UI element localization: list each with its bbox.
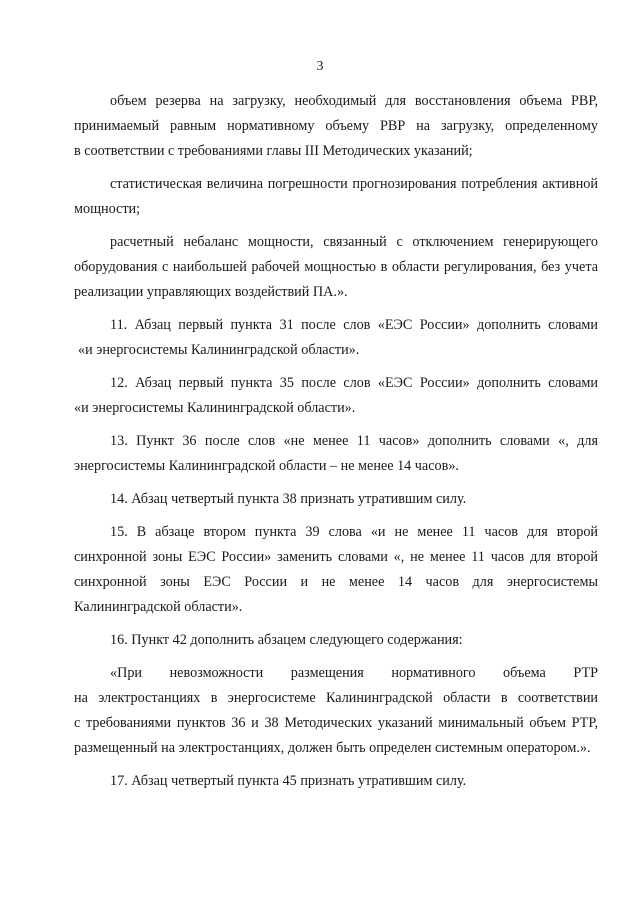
paragraph: [74, 769, 598, 794]
text-line: объем резерва на загрузку, необходимый для восстановления объема РВР,: [110, 93, 598, 109]
text-line: мощности;: [74, 201, 141, 217]
text-line: 11. Абзац первый пункта 31 после слов «ЕЭС России» дополнить словами: [110, 317, 598, 333]
paragraph: [74, 172, 598, 222]
paragraph: [74, 89, 598, 164]
page-number: 3: [316, 59, 324, 74]
paragraph: [74, 230, 598, 305]
text-line: 12. Абзац первый пункта 35 после слов «ЕЭС России» дополнить словами: [110, 375, 598, 391]
text-line: Калининградской области».: [74, 599, 243, 615]
text-line: оборудования с наибольшей рабочей мощностью в области регулирования, без учета: [74, 259, 598, 275]
document-body: [74, 89, 598, 794]
text-line: принимаемый равным нормативному объему РВР на загрузку, определенному: [74, 118, 598, 134]
text-line: синхронной зоны ЕЭС России и не менее 14 часов для энергосистемы: [74, 574, 598, 590]
text-line: размещенный на электростанциях, должен быть определен системным оператором.».: [74, 740, 591, 756]
text-line: на электростанциях в энергосистеме Калининградской области в соответствии: [74, 690, 598, 706]
text-line: расчетный небаланс мощности, связанный с отключением генерирующего: [110, 234, 598, 250]
text-line: синхронной зоны ЕЭС России» заменить словами «, не менее 11 часов для второй: [74, 549, 598, 565]
text-line: в соответствии с требованиями главы III Методических указаний;: [74, 143, 473, 159]
paragraph: [74, 313, 598, 363]
text-line: статистическая величина погрешности прогнозирования потребления активной: [110, 176, 598, 192]
text-line: «и энергосистемы Калининградской области».: [74, 400, 356, 416]
paragraph: [74, 429, 598, 479]
text-line: энергосистемы Калининградской области – не менее 14 часов».: [74, 458, 459, 474]
text-line: 14. Абзац четвертый пункта 38 признать утратившим силу.: [110, 491, 467, 507]
text-line: «При невозможности размещения нормативного объема РТР: [110, 665, 598, 681]
text-line: 16. Пункт 42 дополнить абзацем следующего содержания:: [110, 632, 463, 648]
paragraph: [74, 628, 598, 653]
text-line: 17. Абзац четвертый пункта 45 признать утратившим силу.: [110, 773, 467, 789]
text-line: 13. Пункт 36 после слов «не менее 11 часов» дополнить словами «, для: [110, 433, 598, 449]
text-line: «и энергосистемы Калининградской области».: [78, 342, 360, 358]
text-line: с требованиями пунктов 36 и 38 Методических указаний минимальный объем РТР,: [74, 715, 598, 731]
paragraph: [74, 520, 598, 620]
paragraph: [74, 371, 598, 421]
paragraph: [74, 487, 598, 512]
text-line: реализации управляющих воздействий ПА.».: [74, 284, 348, 300]
text-line: 15. В абзаце втором пункта 39 слова «и не менее 11 часов для второй: [110, 524, 598, 540]
paragraph: [74, 661, 598, 761]
